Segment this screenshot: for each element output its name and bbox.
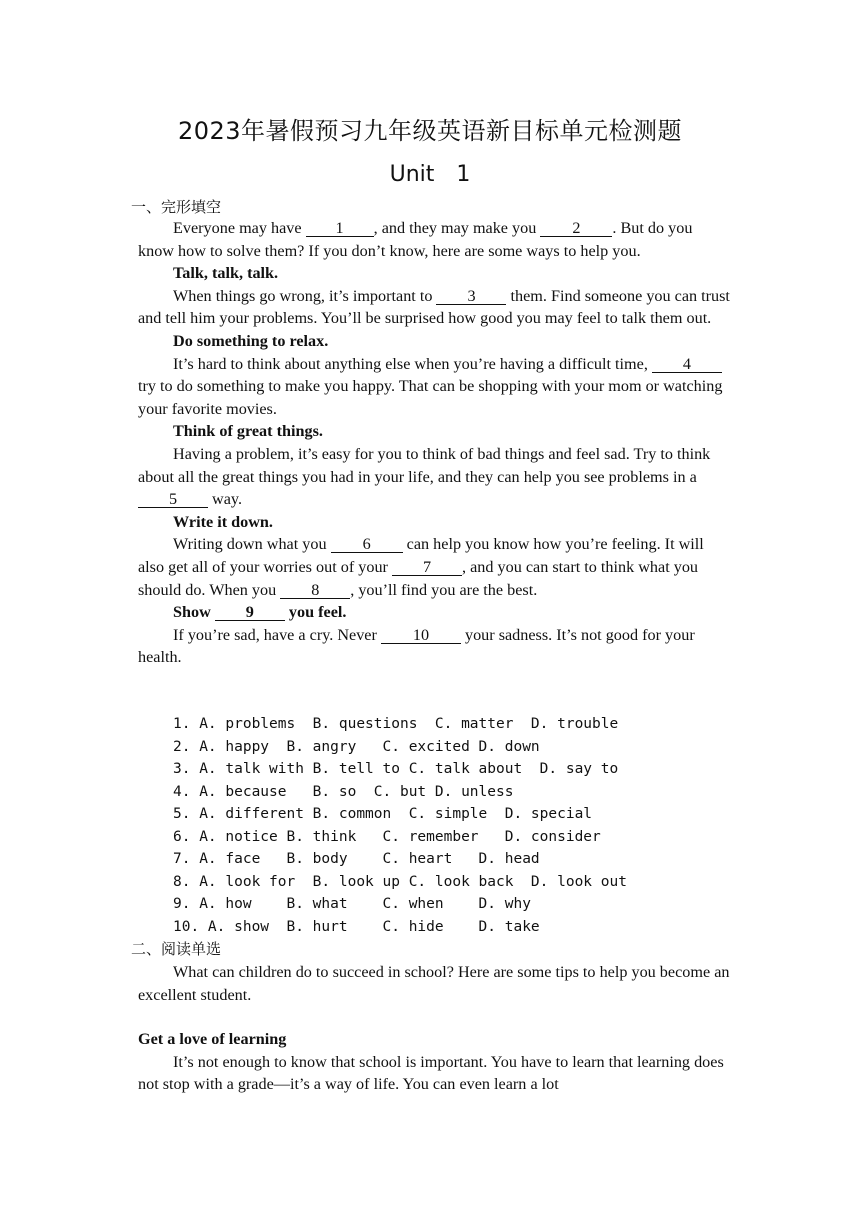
- blank-3[interactable]: 3: [436, 288, 506, 305]
- option-row: 9. A. how B. what C. when D. why: [173, 896, 531, 913]
- spacer: [138, 1006, 732, 1028]
- blank-10[interactable]: 10: [381, 627, 461, 644]
- section-heading-reading: 二、阅读单选: [131, 940, 222, 958]
- unit-subtitle: Unit 1: [389, 162, 471, 187]
- subheading: Show 9 you feel.: [173, 603, 347, 622]
- options-list: [173, 713, 627, 938]
- subheading: Think of great things.: [173, 422, 323, 441]
- blank-2[interactable]: 2: [540, 220, 612, 237]
- paragraph: If you’re sad, have a cry. Never 10 your sadness. It’s not good for your health.: [138, 625, 695, 667]
- section-heading-cloze: 一、完形填空: [131, 198, 222, 216]
- subheading: Do something to relax.: [173, 331, 329, 350]
- option-row: 2. A. happy B. angry C. excited D. down: [173, 738, 540, 755]
- option-row: 5. A. different B. common C. simple D. special: [173, 806, 593, 823]
- blank-7[interactable]: 7: [392, 559, 462, 576]
- blank-5[interactable]: 5: [138, 491, 208, 508]
- option-row: 3. A. talk with B. tell to C. talk about D. say to: [173, 761, 619, 778]
- option-row: 4. A. because B. so C. but D. unless: [173, 783, 514, 800]
- option-row: 1. A. problems B. questions C. matter D. trouble: [173, 716, 619, 732]
- blank-4[interactable]: 4: [652, 356, 722, 373]
- blank-1[interactable]: 1: [306, 220, 374, 237]
- blank-6[interactable]: 6: [331, 536, 403, 553]
- subheading: Talk, talk, talk.: [173, 264, 279, 283]
- paragraph: Writing down what you 6 can help you know how you’re feeling. It will also get all of your worries out of your 7 , and you can start to think what you should do. When you 8 , you’ll find you are the best.: [138, 535, 704, 599]
- blank-8[interactable]: 8: [280, 582, 350, 599]
- option-row: 7. A. face B. body C. heart D. head: [173, 851, 540, 868]
- paragraph: When things go wrong, it’s important to 3 them. Find someone you can trust and tell him your problems. You’ll be surprised how good you may feel to talk them out.: [138, 286, 730, 328]
- paragraph: Everyone may have 1 , and they may make you 2 . But do you know how to solve them? If you don’t know, here are some ways to help you.: [138, 219, 693, 260]
- paragraph: Having a problem, it’s easy for you to think of bad things and feel sad. Try to think about all the great things you had in your life, and they can help you see problems in a 5 way.: [138, 444, 711, 509]
- subheading: Get a love of learning: [138, 1030, 287, 1049]
- paragraph: What can children do to succeed in school? Here are some tips to help you become an excellent student.: [138, 963, 730, 1004]
- page-title: 2023年暑假预习九年级英语新目标单元检测题: [177, 117, 683, 145]
- paragraph: It’s not enough to know that school is important. You have to learn that learning does not stop with a grade—it’s a way of life. You can even learn a lot: [138, 1052, 724, 1094]
- subheading: Write it down.: [173, 512, 273, 531]
- blank-9[interactable]: 9: [215, 604, 285, 621]
- reading-passage: [138, 961, 732, 1096]
- option-row: 6. A. notice B. think C. remember D. consider: [173, 828, 601, 845]
- option-row: 10. A. show B. hurt C. hide D. take: [173, 918, 540, 935]
- option-row: 8. A. look for B. look up C. look back D. look out: [173, 873, 627, 890]
- paragraph: It’s hard to think about anything else when you’re having a difficult time, 4 try to do something to make you happy. That can be shopping with your mom or watching your favorite movies.: [138, 354, 723, 418]
- cloze-passage: [138, 217, 732, 669]
